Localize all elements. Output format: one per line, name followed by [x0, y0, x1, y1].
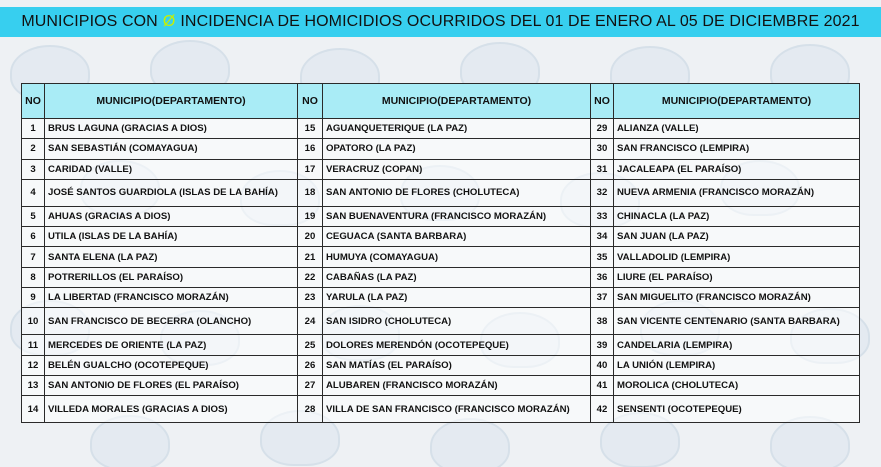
page-title	[0, 7, 881, 37]
municipio-cell: DOLORES MERENDÓN (OCOTEPEQUE)	[323, 335, 591, 355]
municipio-cell: AHUAS (GRACIAS A DIOS)	[45, 206, 298, 226]
municipalities-table	[21, 83, 860, 423]
title-prefix: MUNICIPIOS CON	[21, 13, 158, 30]
municipio-cell: VALLADOLID (LEMPIRA)	[614, 247, 860, 267]
municipio-cell: CHINACLA (LA PAZ)	[614, 206, 860, 226]
municipio-cell: ALUBAREN (FRANCISCO MORAZÁN)	[323, 375, 591, 395]
municipio-cell: SAN SEBASTIÁN (COMAYAGUA)	[45, 139, 298, 159]
row-number: 12	[22, 355, 45, 375]
municipio-cell: SAN MIGUELITO (FRANCISCO MORAZÁN)	[614, 288, 860, 308]
municipio-cell: YARULA (LA PAZ)	[323, 288, 591, 308]
row-number: 40	[591, 355, 614, 375]
row-number: 32	[591, 179, 614, 206]
table-row	[22, 139, 860, 159]
row-number: 27	[298, 375, 323, 395]
table-row	[22, 375, 860, 395]
municipio-cell: LA UNIÓN (LEMPIRA)	[614, 355, 860, 375]
column-header-municipio: MUNICIPIO(DEPARTAMENTO)	[614, 84, 860, 119]
municipio-cell: AGUANQUETERIQUE (LA PAZ)	[323, 119, 591, 139]
row-number: 11	[22, 335, 45, 355]
municipio-cell: SAN ANTONIO DE FLORES (CHOLUTECA)	[323, 179, 591, 206]
zero-symbol: Ø	[162, 13, 176, 30]
row-number: 34	[591, 227, 614, 247]
table-row	[22, 288, 860, 308]
column-header-municipio: MUNICIPIO(DEPARTAMENTO)	[323, 84, 591, 119]
municipio-cell: SAN JUAN (LA PAZ)	[614, 227, 860, 247]
row-number: 13	[22, 375, 45, 395]
column-header-no: NO	[591, 84, 614, 119]
row-number: 3	[22, 159, 45, 179]
table-row	[22, 247, 860, 267]
municipio-cell: SAN FRANCISCO DE BECERRA (OLANCHO)	[45, 308, 298, 335]
municipio-cell: SAN VICENTE CENTENARIO (SANTA BARBARA)	[614, 308, 860, 335]
column-header-no: NO	[22, 84, 45, 119]
municipio-cell: SAN ISIDRO (CHOLUTECA)	[323, 308, 591, 335]
municipio-cell: JOSÉ SANTOS GUARDIOLA (ISLAS DE LA BAHÍA)	[45, 179, 298, 206]
row-number: 26	[298, 355, 323, 375]
municipio-cell: CARIDAD (VALLE)	[45, 159, 298, 179]
municipio-cell: CEGUACA (SANTA BARBARA)	[323, 227, 591, 247]
row-number: 2	[22, 139, 45, 159]
municipio-cell: BELÉN GUALCHO (OCOTEPEQUE)	[45, 355, 298, 375]
row-number: 33	[591, 206, 614, 226]
table-row	[22, 355, 860, 375]
municipio-cell: CABAÑAS (LA PAZ)	[323, 267, 591, 287]
row-number: 22	[298, 267, 323, 287]
row-number: 28	[298, 396, 323, 423]
row-number: 41	[591, 375, 614, 395]
municipio-cell: OPATORO (LA PAZ)	[323, 139, 591, 159]
row-number: 1	[22, 119, 45, 139]
row-number: 37	[591, 288, 614, 308]
row-number: 17	[298, 159, 323, 179]
table-row	[22, 227, 860, 247]
row-number: 19	[298, 206, 323, 226]
row-number: 30	[591, 139, 614, 159]
row-number: 42	[591, 396, 614, 423]
row-number: 15	[298, 119, 323, 139]
municipio-cell: CANDELARIA (LEMPIRA)	[614, 335, 860, 355]
table-row	[22, 159, 860, 179]
row-number: 7	[22, 247, 45, 267]
row-number: 14	[22, 396, 45, 423]
row-number: 36	[591, 267, 614, 287]
title-suffix: INCIDENCIA DE HOMICIDIOS OCURRIDOS DEL 01 DE ENERO AL 05 DE DICIEMBRE 2021	[180, 13, 860, 30]
municipio-cell: NUEVA ARMENIA (FRANCISCO MORAZÁN)	[614, 179, 860, 206]
row-number: 29	[591, 119, 614, 139]
municipio-cell: VILLA DE SAN FRANCISCO (FRANCISCO MORAZÁN)	[323, 396, 591, 423]
municipio-cell: JACALEAPA (EL PARAÍSO)	[614, 159, 860, 179]
municipio-cell: ALIANZA (VALLE)	[614, 119, 860, 139]
table-row	[22, 396, 860, 423]
table-row	[22, 308, 860, 335]
municipio-cell: LIURE (EL PARAÍSO)	[614, 267, 860, 287]
municipio-cell: MOROLICA (CHOLUTECA)	[614, 375, 860, 395]
row-number: 10	[22, 308, 45, 335]
row-number: 16	[298, 139, 323, 159]
municipio-cell: SAN MATÍAS (EL PARAÍSO)	[323, 355, 591, 375]
row-number: 38	[591, 308, 614, 335]
table-row	[22, 119, 860, 139]
municipio-cell: UTILA (ISLAS DE LA BAHÍA)	[45, 227, 298, 247]
municipio-cell: MERCEDES DE ORIENTE (LA PAZ)	[45, 335, 298, 355]
row-number: 23	[298, 288, 323, 308]
municipio-cell: VILLEDA MORALES (GRACIAS A DIOS)	[45, 396, 298, 423]
column-header-municipio: MUNICIPIO(DEPARTAMENTO)	[45, 84, 298, 119]
table-row	[22, 267, 860, 287]
table-row	[22, 335, 860, 355]
row-number: 21	[298, 247, 323, 267]
row-number: 39	[591, 335, 614, 355]
table-row	[22, 179, 860, 206]
row-number: 6	[22, 227, 45, 247]
municipio-cell: VERACRUZ (COPAN)	[323, 159, 591, 179]
municipio-cell: SAN BUENAVENTURA (FRANCISCO MORAZÁN)	[323, 206, 591, 226]
municipio-cell: SANTA ELENA (LA PAZ)	[45, 247, 298, 267]
municipio-cell: SENSENTI (OCOTEPEQUE)	[614, 396, 860, 423]
row-number: 25	[298, 335, 323, 355]
municipio-cell: POTRERILLOS (EL PARAÍSO)	[45, 267, 298, 287]
municipio-cell: HUMUYA (COMAYAGUA)	[323, 247, 591, 267]
row-number: 31	[591, 159, 614, 179]
row-number: 8	[22, 267, 45, 287]
municipio-cell: LA LIBERTAD (FRANCISCO MORAZÁN)	[45, 288, 298, 308]
municipio-cell: SAN ANTONIO DE FLORES (EL PARAÍSO)	[45, 375, 298, 395]
municipio-cell: SAN FRANCISCO (LEMPIRA)	[614, 139, 860, 159]
row-number: 20	[298, 227, 323, 247]
column-header-no: NO	[298, 84, 323, 119]
row-number: 18	[298, 179, 323, 206]
table-row	[22, 206, 860, 226]
municipio-cell: BRUS LAGUNA (GRACIAS A DIOS)	[45, 119, 298, 139]
row-number: 35	[591, 247, 614, 267]
row-number: 5	[22, 206, 45, 226]
row-number: 9	[22, 288, 45, 308]
table-header-row	[22, 84, 860, 119]
row-number: 24	[298, 308, 323, 335]
row-number: 4	[22, 179, 45, 206]
